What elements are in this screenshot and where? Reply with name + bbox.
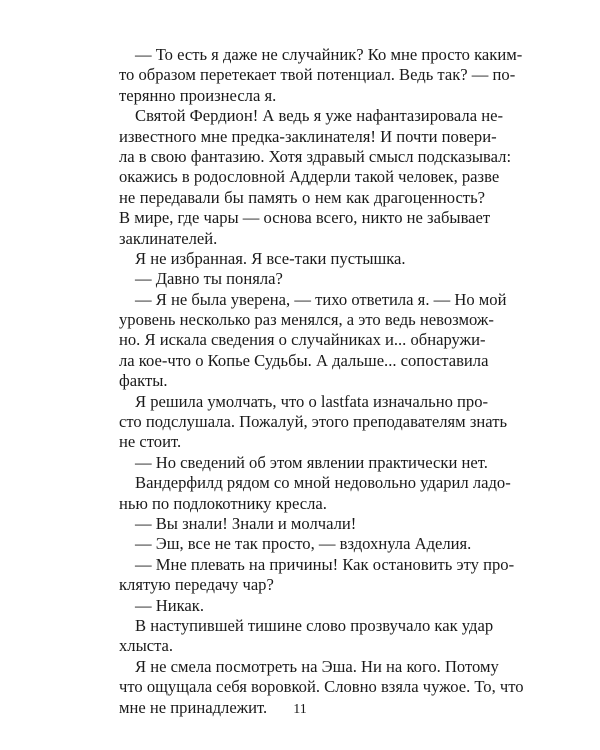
text-line: — Мне плевать на причины! Как остановить эту про- xyxy=(135,554,515,574)
text-line: известного мне предка-заклинателя! И почти повери- xyxy=(119,126,497,146)
text-line: Вандерфилд рядом со мной недовольно ударил ладо- xyxy=(135,473,511,493)
text-line: — Я не была уверена, — тихо ответила я. — Но мой xyxy=(135,289,507,309)
text-line: Я решила умолчать, что о lastfata изначально про- xyxy=(135,391,489,411)
body-text xyxy=(119,45,524,718)
text-line: В мире, где чары — основа всего, никто не забывает xyxy=(119,208,491,228)
text-line: Я не избранная. Я все-таки пустышка. xyxy=(135,248,406,268)
text-line: — Но сведений об этом явлении практически нет. xyxy=(135,452,488,472)
text-line: Святой Фердион! А ведь я уже нафантазировала не- xyxy=(135,106,503,126)
text-line: — Вы знали! Знали и молчали! xyxy=(135,513,357,533)
text-line: уровень несколько раз менялся, а это ведь невозмож- xyxy=(119,310,494,330)
text-line: не стоит. xyxy=(119,432,182,452)
text-line: ла кое-что о Копье Судьбы. А дальше... сопоставила xyxy=(119,350,489,370)
text-line: но. Я искала сведения о случайниках и... обнаружи- xyxy=(119,330,486,350)
text-line: что ощущала себя воровкой. Словно взяла чужое. То, что xyxy=(119,677,524,697)
text-line: окажись в родословной Аддерли такой человек, разве xyxy=(119,167,500,187)
page-number: 11 xyxy=(293,702,307,717)
text-line: клятую передачу чар? xyxy=(119,575,274,595)
text-line: заклинателей. xyxy=(119,228,218,248)
text-line: мне не принадлежит. xyxy=(119,697,268,717)
text-line: — То есть я даже не случайник? Ко мне просто каким- xyxy=(135,45,523,64)
text-line: — Эш, все не так просто, — вздохнула Аделия. xyxy=(135,534,472,554)
text-line: не передавали бы память о нем как драгоценность? xyxy=(119,187,485,207)
text-line: то образом перетекает твой потенциал. Ведь так? — по- xyxy=(119,65,516,85)
text-line: Я не смела посмотреть на Эша. Ни на кого. Потому xyxy=(135,656,499,676)
text-line: хлыста. xyxy=(119,636,174,656)
text-line: ла в свою фантазию. Хотя здравый смысл подсказывал: xyxy=(119,146,512,166)
text-line: факты. xyxy=(119,371,168,391)
text-line: нью по подлокотнику кресла. xyxy=(119,493,327,513)
text-line: В наступившей тишине слово прозвучало как удар xyxy=(135,615,494,635)
text-line: терянно произнесла я. xyxy=(119,85,277,105)
text-line: — Никак. xyxy=(135,595,204,615)
text-line: — Давно ты поняла? xyxy=(135,269,283,289)
text-line: сто подслушала. Пожалуй, этого преподавателям знать xyxy=(119,412,508,432)
